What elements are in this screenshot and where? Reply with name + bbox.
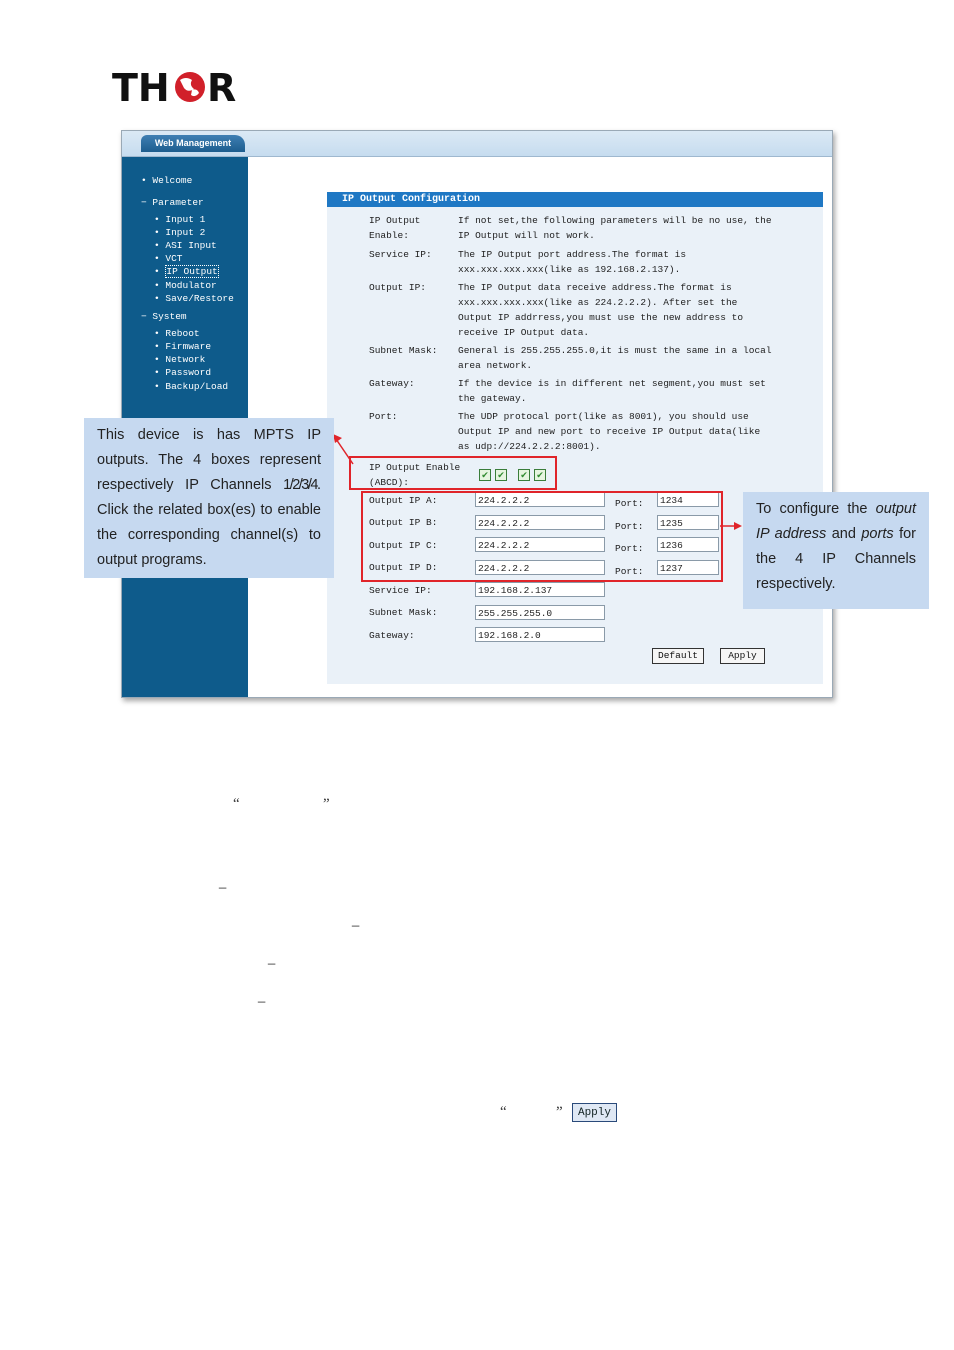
open-quote: “	[233, 796, 240, 812]
svg-text:R: R	[207, 66, 237, 108]
enable-checkbox-d[interactable]: ✔	[534, 469, 546, 481]
svg-text:TH: TH	[112, 66, 170, 108]
apply-button[interactable]: Apply	[720, 648, 765, 664]
nav-system[interactable]: − System	[141, 311, 187, 322]
enable-checkbox-b[interactable]: ✔	[495, 469, 507, 481]
nav-asi-input[interactable]: • ASI Input	[154, 240, 217, 251]
service-ip-input[interactable]: 192.168.2.137	[475, 582, 605, 597]
nav-input-1[interactable]: • Input 1	[154, 214, 206, 225]
help-label-subnet: Subnet Mask:	[369, 345, 438, 356]
port-d-label: Port:	[615, 566, 644, 577]
service-ip-label: Service IP:	[369, 585, 432, 596]
output-ip-c-label: Output IP C:	[369, 540, 438, 551]
gateway-label: Gateway:	[369, 630, 415, 641]
port-c-label: Port:	[615, 543, 644, 554]
outputs-highlight-box	[361, 491, 723, 582]
nav-input-2[interactable]: • Input 2	[154, 227, 206, 238]
nav-network[interactable]: • Network	[154, 354, 206, 365]
nav-ip-output[interactable]: • IP Output	[154, 266, 218, 277]
help-label-gateway: Gateway:	[369, 378, 415, 389]
open-quote-2: “	[500, 1104, 507, 1120]
port-b-input[interactable]: 1235	[657, 515, 719, 530]
port-c-input[interactable]: 1236	[657, 537, 719, 552]
right-callout: To configure the output IP address and ports for the 4 IP Channels respectively.	[743, 492, 929, 609]
ip-output-config-panel	[327, 192, 823, 684]
nav-vct[interactable]: • VCT	[154, 253, 183, 264]
right-arrow-icon	[718, 519, 744, 533]
nav-parameter[interactable]: − Parameter	[141, 197, 204, 208]
output-ip-b-input[interactable]: 224.2.2.2	[475, 515, 605, 530]
help-text-service-ip: The IP Output port address.The format is xxx.xxx.xxx.xxx(like as 192.168.2.137).	[458, 249, 687, 275]
enable-checkbox-a[interactable]: ✔	[479, 469, 491, 481]
apply-button-image: Apply	[572, 1103, 617, 1122]
close-quote: ”	[323, 796, 330, 812]
help-label-service-ip: Service IP:	[369, 249, 432, 260]
help-label-output-ip: Output IP:	[369, 282, 427, 293]
subnet-mask-input[interactable]: 255.255.255.0	[475, 605, 605, 620]
help-text-enable: If not set,the following parameters will be no use, the IP Output will not work.	[458, 215, 772, 241]
nav-firmware[interactable]: • Firmware	[154, 341, 212, 352]
help-text-gateway: If the device is in different net segment,you must set the gateway.	[458, 378, 766, 404]
gateway-input[interactable]: 192.168.2.0	[475, 627, 605, 642]
port-b-label: Port:	[615, 521, 644, 532]
subnet-mask-label: Subnet Mask:	[369, 607, 438, 618]
dash-mark-2: _	[352, 912, 360, 927]
nav-reboot[interactable]: • Reboot	[154, 328, 200, 339]
help-label-enable: IP Output Enable:	[369, 215, 421, 241]
help-label-port: Port:	[369, 411, 398, 422]
dash-mark-1: _	[219, 874, 227, 889]
output-ip-b-label: Output IP B:	[369, 517, 438, 528]
close-quote-2: ”	[556, 1104, 563, 1120]
top-bar	[122, 131, 832, 157]
enable-label: IP Output Enable (ABCD):	[369, 462, 461, 488]
output-ip-a-input[interactable]: 224.2.2.2	[475, 492, 605, 507]
output-ip-c-input[interactable]: 224.2.2.2	[475, 537, 605, 552]
enable-highlight-box	[349, 456, 557, 490]
web-management-tab[interactable]: Web Management	[141, 135, 245, 152]
output-ip-d-input[interactable]: 224.2.2.2	[475, 560, 605, 575]
nav-backup-load[interactable]: • Backup/Load	[154, 381, 229, 392]
config-title: IP Output Configuration	[327, 192, 823, 207]
left-callout: This device is has MPTS IP outputs. The 4 boxes represent respectively IP Channels 1/2/3/4. Click the related box(es) to enable the corresponding channel(s) to output programs.	[84, 418, 334, 578]
default-button[interactable]: Default	[652, 648, 704, 664]
nav-save-restore[interactable]: • Save/Restore	[154, 293, 234, 304]
port-a-label: Port:	[615, 498, 644, 509]
nav-welcome[interactable]: • Welcome	[141, 175, 193, 186]
output-ip-d-label: Output IP D:	[369, 562, 438, 573]
port-a-input[interactable]: 1234	[657, 492, 719, 507]
help-text-port: The UDP protocal port(like as 8001), you should use Output IP and new port to receive IP Output data(like as udp://224.2.2.2:8001).	[458, 411, 761, 452]
nav-password[interactable]: • Password	[154, 367, 212, 378]
thor-logo	[112, 64, 242, 108]
thor-logo-image	[112, 64, 242, 108]
port-d-input[interactable]: 1237	[657, 560, 719, 575]
dash-mark-3: _	[268, 950, 276, 965]
help-text-output-ip: The IP Output data receive address.The format is xxx.xxx.xxx.xxx(like as 224.2.2.2). After set the Output IP addrress,you must use the new address to receive IP Output data.	[458, 282, 744, 338]
nav-modulator[interactable]: • Modulator	[154, 280, 217, 291]
help-text-subnet: General is 255.255.255.0,it is must the same in a local area network.	[458, 345, 772, 371]
left-arrow-icon	[330, 430, 360, 470]
enable-checkbox-c[interactable]: ✔	[518, 469, 530, 481]
web-management-screenshot	[121, 130, 833, 698]
dash-mark-4: _	[258, 988, 266, 1003]
output-ip-a-label: Output IP A:	[369, 495, 438, 506]
